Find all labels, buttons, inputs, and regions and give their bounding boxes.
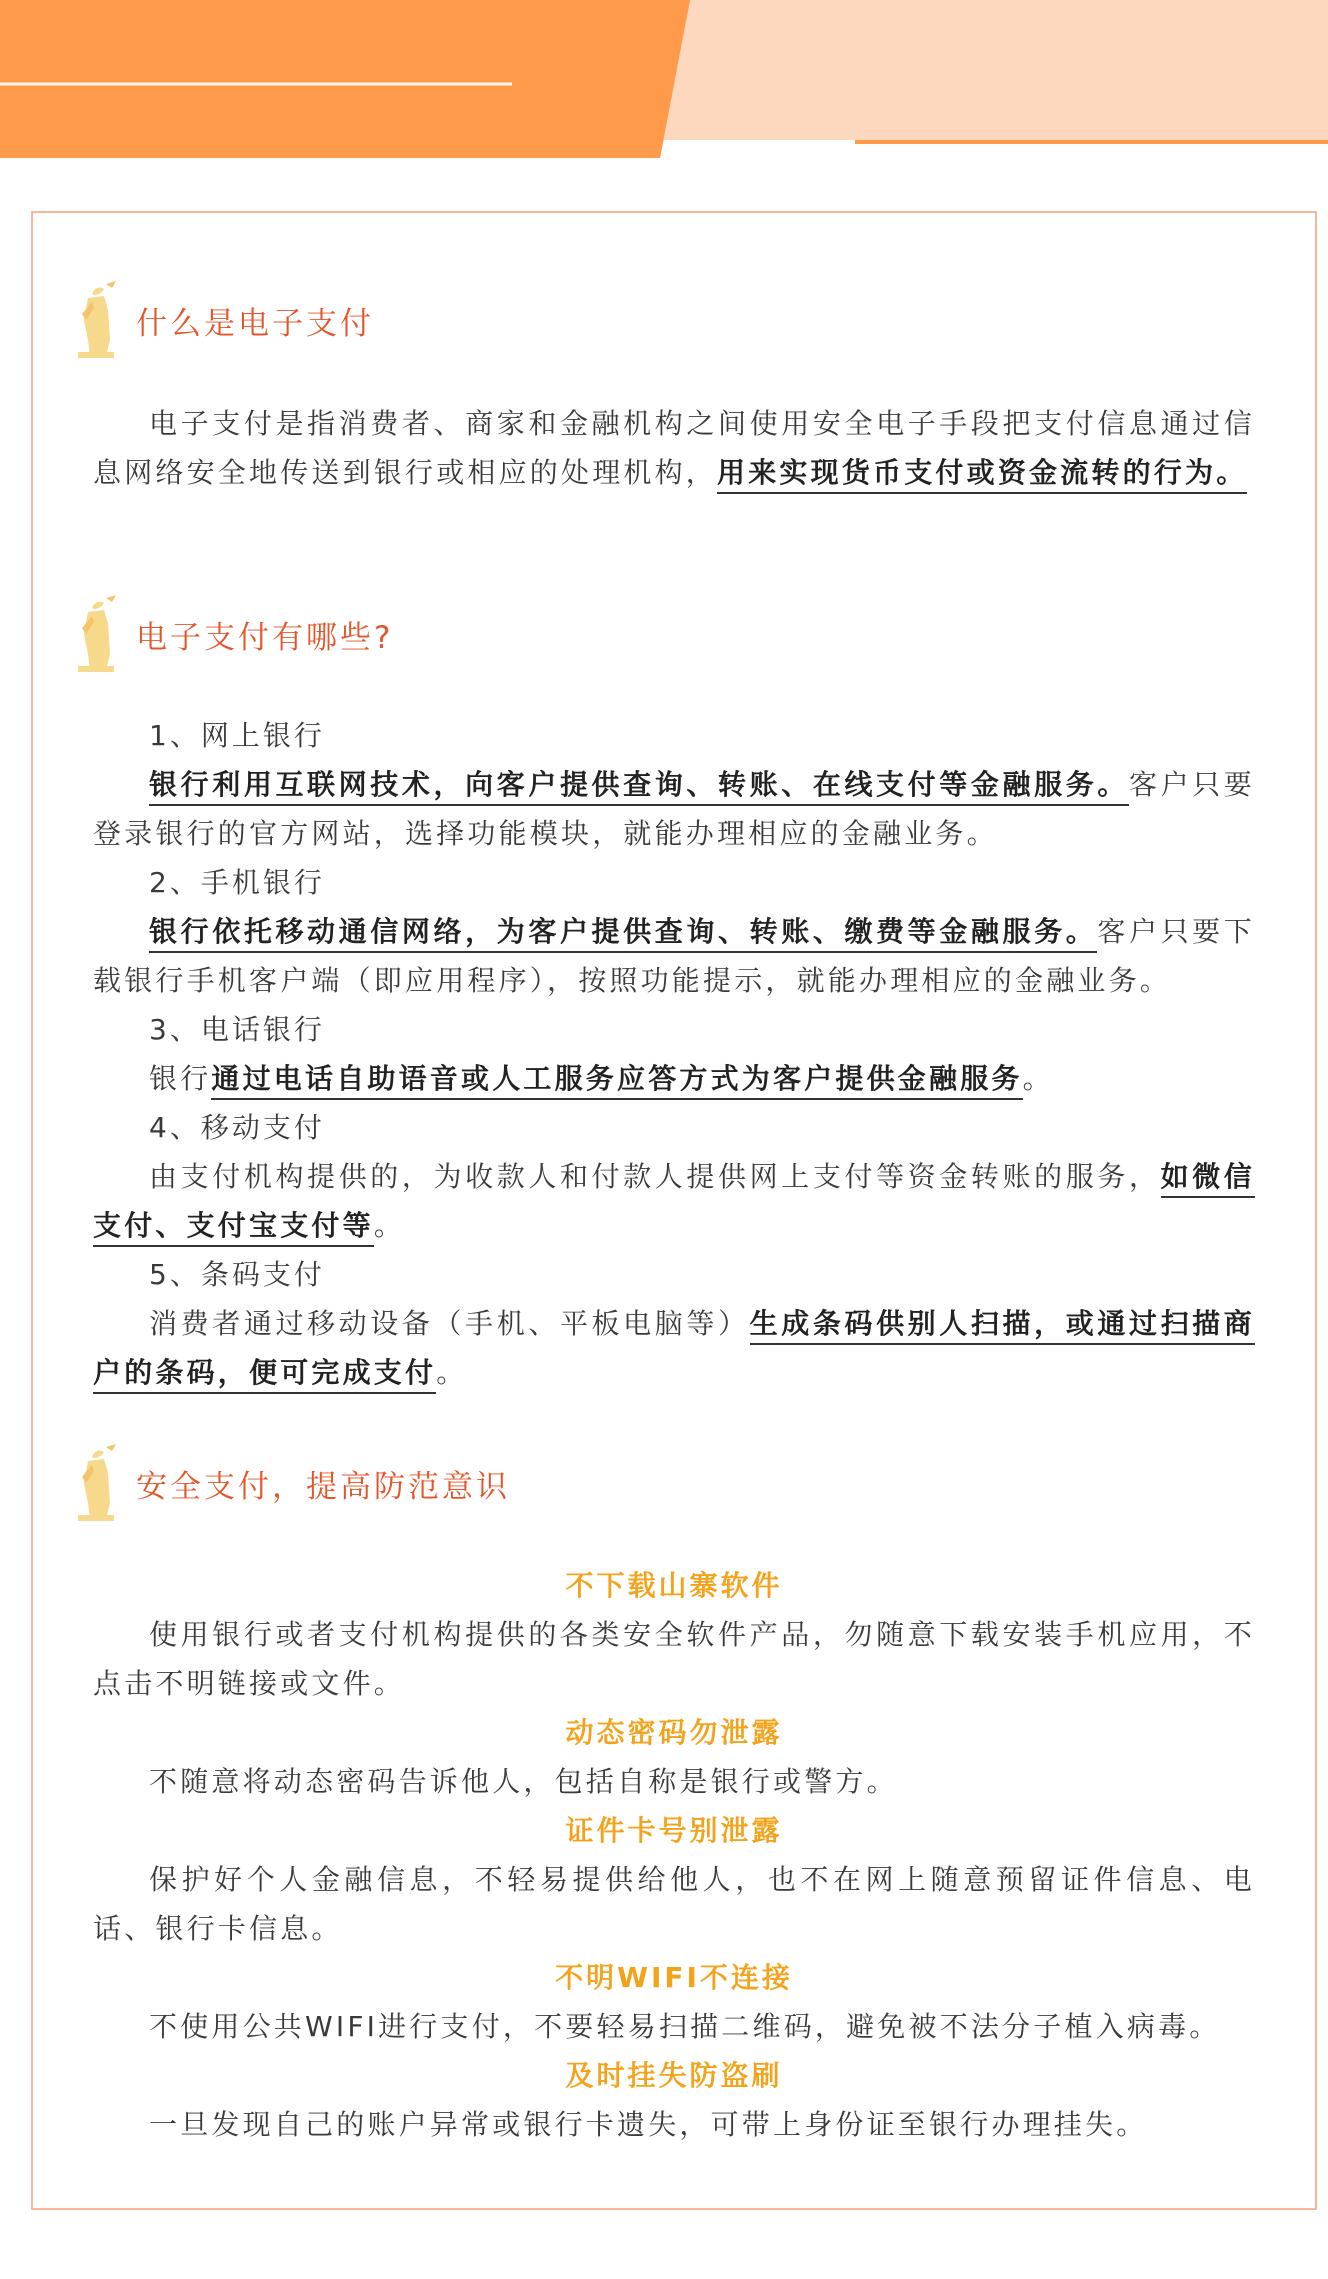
type-highlight: 通过电话自助语音或人工服务应答方式为客户提供金融服务 [211, 1062, 1022, 1100]
type-paragraph-4 [93, 1152, 1255, 1250]
type-label-2: 2、手机银行 [149, 866, 325, 899]
type-post: 。 [436, 1356, 468, 1389]
tip-text-2: 不随意将动态密码告诉他人，包括自称是银行或警方。 [149, 1765, 898, 1798]
section-title: 安全支付，提高防范意识 [136, 1468, 510, 1505]
type-paragraph-2 [93, 907, 1255, 1005]
type-pre: 由支付机构提供的，为收款人和付款人提供网上支付等资金转账的服务， [149, 1160, 1161, 1193]
type-pre: 消费者通过移动设备（手机、平板电脑等） [149, 1307, 750, 1340]
tip-title-1: 不下载山寨软件 [565, 1569, 783, 1602]
type-paragraph-3 [93, 1054, 1255, 1103]
type-paragraph-1 [93, 760, 1255, 858]
tip-title-5: 及时挂失防盗刷 [565, 2059, 783, 2092]
type-label-4: 4、移动支付 [149, 1111, 325, 1144]
tip-title-4: 不明WIFI不连接 [555, 1961, 793, 1994]
header-banner [0, 0, 1328, 165]
type-pre: 银行 [149, 1062, 212, 1095]
statue-icon [68, 1443, 126, 1523]
type-highlight: 银行依托移动通信网络，为客户提供查询、转账、缴费等金融服务。 [149, 915, 1097, 953]
section-heading-1 [68, 280, 374, 360]
type-paragraph-5 [93, 1299, 1255, 1397]
type-post: 客户只要登录银行的官方网站，选择功能模块，就能办理相应的金融业务。 [93, 768, 1255, 850]
type-post: 。 [373, 1209, 406, 1242]
section-heading-3 [68, 1443, 510, 1523]
tip-text-3: 保护好个人金融信息，不轻易提供给他人，也不在网上随意预留证件信息、电话、银行卡信息。 [93, 1863, 1255, 1945]
intro-text: 电子支付是指消费者、商家和金融机构之间使用安全电子手段把支付信息通过信息网络安全地传送到银行或相应的处理机构， [93, 407, 1255, 489]
type-label-1: 1、网上银行 [149, 719, 325, 752]
type-post: 。 [1022, 1062, 1054, 1095]
statue-icon [68, 594, 126, 674]
type-highlight: 如微信支付、支付宝支付等 [93, 1160, 1255, 1247]
section-title: 电子支付有哪些? [136, 619, 394, 656]
tip-text-5: 一旦发现自己的账户异常或银行卡遗失，可带上身份证至银行办理挂失。 [149, 2108, 1148, 2141]
section-title: 什么是电子支付 [136, 305, 374, 342]
type-highlight: 银行利用互联网技术，向客户提供查询、转账、在线支付等金融服务。 [149, 768, 1129, 806]
type-post: 客户只要下载银行手机客户端（即应用程序），按照功能提示，就能办理相应的金融业务。 [93, 915, 1255, 997]
type-label-5: 5、条码支付 [149, 1258, 325, 1291]
type-label-3: 3、电话银行 [149, 1013, 325, 1046]
statue-icon [68, 280, 126, 360]
intro-paragraph [93, 399, 1255, 497]
section-heading-2 [68, 594, 393, 674]
tip-text-1: 使用银行或者支付机构提供的各类安全软件产品，勿随意下载安装手机应用，不点击不明链接或文件。 [93, 1618, 1255, 1700]
type-highlight: 生成条码供别人扫描，或通过扫描商户的条码，便可完成支付 [93, 1307, 1255, 1394]
tip-text-4: 不使用公共WIFI进行支付，不要轻易扫描二维码，避免被不法分子植入病毒。 [149, 2010, 1221, 2043]
tip-title-2: 动态密码勿泄露 [565, 1716, 783, 1749]
intro-highlight: 用来实现货币支付或资金流转的行为。 [717, 456, 1247, 494]
tip-title-3: 证件卡号别泄露 [565, 1814, 783, 1847]
